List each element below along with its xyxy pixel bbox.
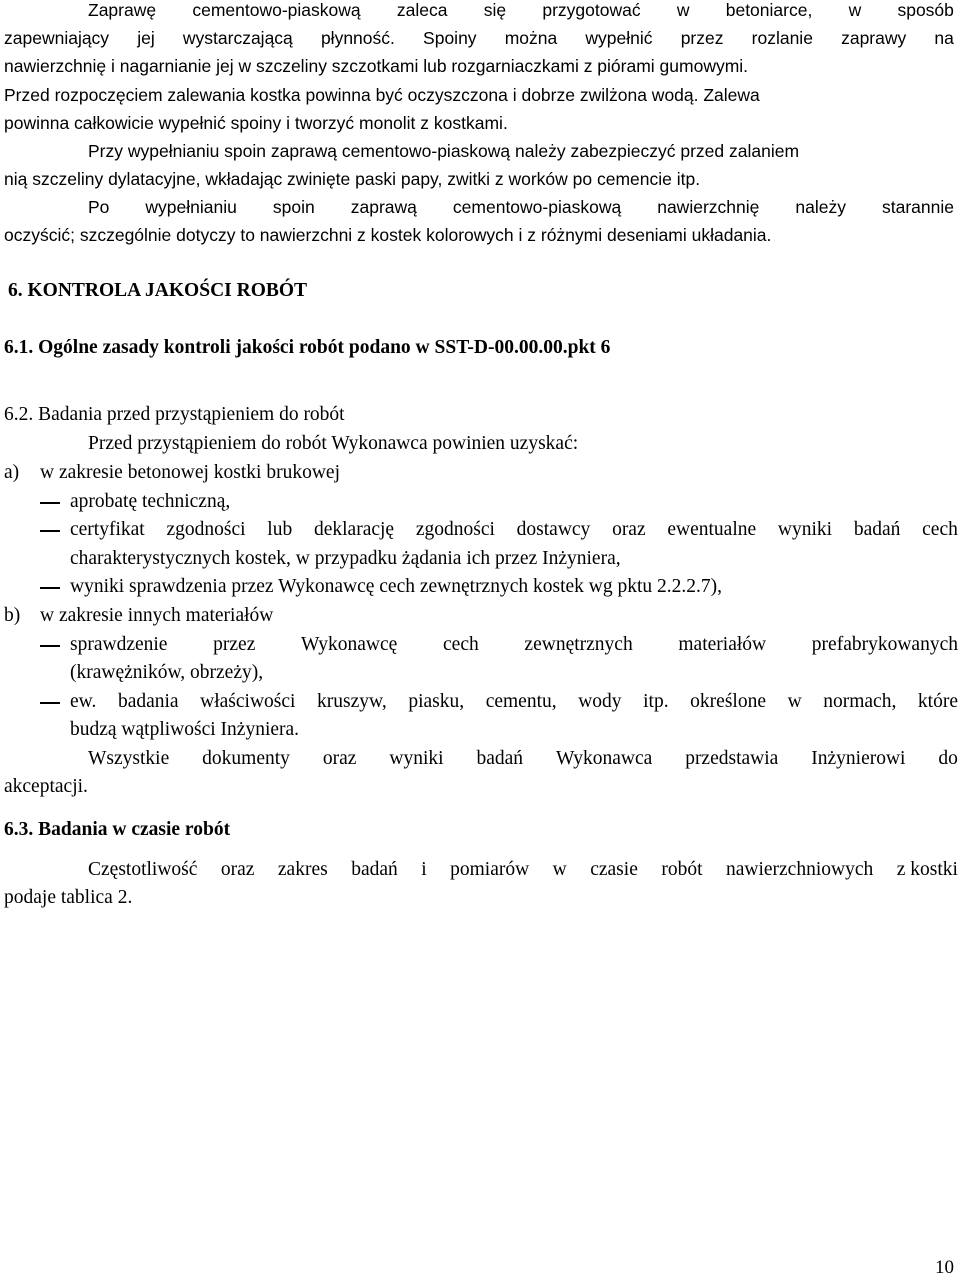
heading-6-2-text: Badania przed przystąpieniem do robót [38, 404, 345, 425]
list-a-item-3: wyniki sprawdzenia przez Wykonawcę cech zewnętrznych kostek wg pktu 2.2.2.7), [70, 576, 723, 597]
dash-bullet [40, 530, 60, 532]
word: dokumenty [202, 748, 290, 769]
dash-bullet [40, 645, 60, 647]
list-b-item-1-line-1 [70, 635, 958, 655]
list-b-item-1-line-2: (krawężników, obrzeży), [70, 662, 264, 683]
word: materiałów [678, 634, 767, 655]
word: oraz [322, 748, 357, 769]
list-b-label: b) [4, 605, 21, 626]
word: zgodności [415, 519, 495, 540]
word: można [504, 28, 558, 48]
word: dostawcy [516, 519, 591, 540]
word: prefabrykowanych [811, 634, 958, 655]
word: ew. [70, 691, 97, 712]
word: starannie [881, 197, 954, 217]
word: cech [922, 519, 958, 540]
word: które [917, 691, 958, 712]
word: Inżynierowi [811, 748, 906, 769]
word: Częstotliwość [88, 859, 198, 880]
p3-line-1 [88, 199, 954, 217]
closing-line-2: akceptacji. [4, 776, 88, 797]
closing-line-1 [88, 749, 958, 769]
word: badań [853, 519, 901, 540]
p1-line-4: Przed rozpoczęciem zalewania kostka powinna być oczyszczona i dobrze zwilżona wodą. Zalewa [4, 85, 760, 105]
list-a-item-1: aprobatę techniczną, [70, 491, 231, 512]
dash-bullet [40, 587, 60, 589]
p1-line-3: nawierzchnię i nagarnianie jej w szczeliny szczotkami lub rozgarniaczkami z piórami gumowymi. [4, 56, 749, 76]
section-6-3-line-1 [88, 860, 958, 880]
word: w [676, 0, 690, 20]
word: zewnętrznych [524, 634, 633, 655]
list-a-text: w zakresie betonowej kostki brukowej [40, 462, 341, 483]
word: badań [351, 859, 398, 880]
p2-line-1: Przy wypełnianiu spoin zaprawą cementowo-piaskową należy zabezpieczyć przed zalaniem [88, 141, 800, 161]
word: przedstawia [685, 748, 779, 769]
word: normach, [823, 691, 897, 712]
word: kruszyw, [317, 691, 387, 712]
word: sposób [897, 0, 954, 20]
word: zapewniający [4, 28, 110, 48]
list-a-label: a) [4, 462, 20, 483]
word: zaprawy [841, 28, 907, 48]
heading-6-2 [4, 405, 345, 425]
word: przez [213, 634, 256, 655]
word: oraz [220, 859, 255, 880]
word: w [848, 0, 862, 20]
word: należy [795, 197, 846, 217]
dash-bullet [40, 502, 60, 504]
word: przygotować [542, 0, 641, 20]
heading-6-2-number: 6.2. [4, 404, 34, 425]
word: określone [690, 691, 766, 712]
word: i [421, 859, 427, 880]
word: na [934, 28, 954, 48]
heading-6: 6. KONTROLA JAKOŚCI ROBÓT [8, 280, 308, 301]
word: zaleca [396, 0, 448, 20]
word: w [552, 859, 567, 880]
page-number: 10 [935, 1257, 954, 1278]
word: cementowo-piaskową [192, 0, 361, 20]
word: Wykonawca [555, 748, 653, 769]
section-6-2-intro: Przed przystąpieniem do robót Wykonawca powinien uzyskać: [88, 433, 579, 454]
word: certyfikat [70, 519, 145, 540]
section-6-3-line-2: podaje tablica 2. [4, 887, 133, 908]
p1-line-5: powinna całkowicie wypełnić spoiny i tworzyć monolit z kostkami. [4, 113, 508, 133]
list-b-item-2-line-2: budzą wątpliwości Inżyniera. [70, 719, 300, 740]
word: do [938, 748, 958, 769]
word: zakres [277, 859, 328, 880]
word: wyniki [389, 748, 444, 769]
list-a-item-2-line-2: charakterystycznych kostek, w przypadku żądania ich przez Inżyniera, [70, 548, 621, 569]
heading-6-1: 6.1. Ogólne zasady kontroli jakości robót podano w SST-D-00.00.00.pkt 6 [4, 337, 611, 358]
word: badania [117, 691, 179, 712]
word: się [483, 0, 507, 20]
word: Wszystkie [88, 748, 170, 769]
p1-line-2 [4, 30, 954, 48]
list-b-item-2-line-1 [70, 692, 958, 712]
word: czasie [590, 859, 638, 880]
word: właściwości [200, 691, 296, 712]
p2-line-2: nią szczeliny dylatacyjne, wkładając zwinięte paski papy, zwitki z worków po cemencie itp. [4, 169, 701, 189]
word: badań [476, 748, 524, 769]
word: cementu, [485, 691, 557, 712]
list-b-text: w zakresie innych materiałów [40, 605, 274, 626]
word: Zaprawę [88, 0, 157, 20]
word: sprawdzenie [70, 634, 168, 655]
word: nawierzchnię [657, 197, 760, 217]
word: wypełnianiu [145, 197, 237, 217]
word: robót [661, 859, 703, 880]
dash-bullet [40, 702, 60, 704]
word: cementowo-piaskową [452, 197, 622, 217]
word: wody [578, 691, 622, 712]
word: Spoiny [423, 28, 477, 48]
word: z kostki [896, 859, 958, 880]
word: Wykonawcę [301, 634, 398, 655]
word: rozlanie [751, 28, 813, 48]
word: Po [88, 197, 110, 217]
word: deklarację [313, 519, 395, 540]
word: nawierzchniowych [725, 859, 874, 880]
word: spoin [272, 197, 315, 217]
word: piasku, [408, 691, 465, 712]
word: wypełnić [585, 28, 653, 48]
word: płynność. [320, 28, 395, 48]
p3-line-2: oczyścić; szczególnie dotyczy to nawierzchni z kostek kolorowych i z różnymi deseniami układania. [4, 225, 772, 245]
word: wystarczającą [182, 28, 293, 48]
word: w [787, 691, 802, 712]
word: pomiarów [450, 859, 530, 880]
word: oraz [612, 519, 646, 540]
word: lub [267, 519, 293, 540]
word: itp. [643, 691, 669, 712]
word: zaprawą [350, 197, 417, 217]
word: cech [443, 634, 479, 655]
word: jej [137, 28, 155, 48]
word: ewentualne [667, 519, 757, 540]
word: zgodności [166, 519, 246, 540]
word: wyniki [777, 519, 833, 540]
word: przez [680, 28, 724, 48]
heading-6-3: 6.3. Badania w czasie robót [4, 819, 231, 840]
list-a-item-2-line-1 [70, 520, 958, 540]
p1-line-1 [88, 2, 954, 20]
word: betoniarce, [725, 0, 813, 20]
